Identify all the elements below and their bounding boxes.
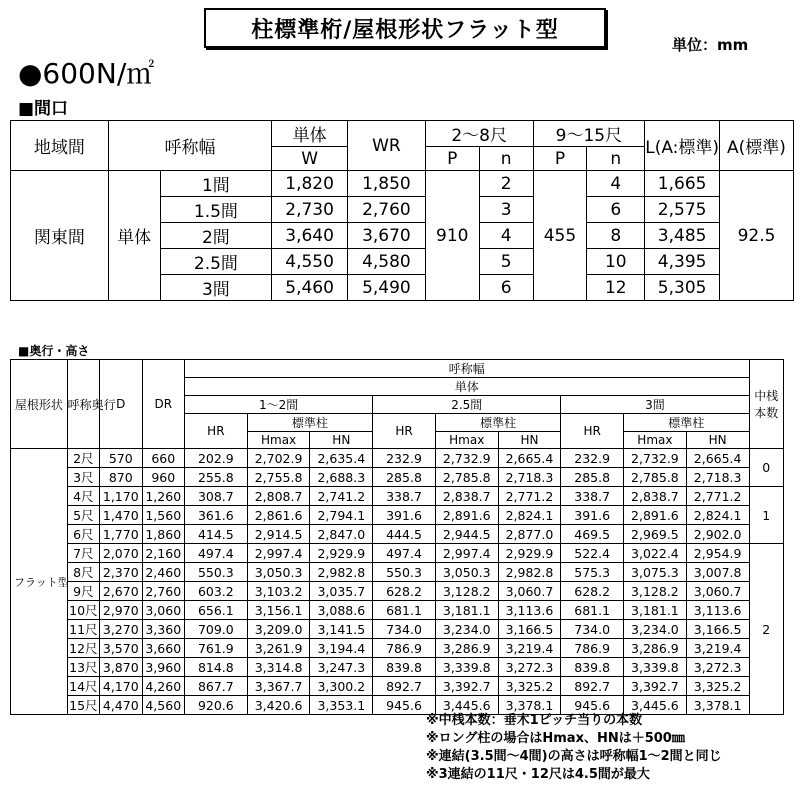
table-row bbox=[11, 449, 784, 468]
value-cell: 734.0 bbox=[561, 620, 624, 639]
value-cell: 3,088.6 bbox=[310, 601, 373, 620]
value-cell: 628.2 bbox=[373, 582, 436, 601]
header-roof-shape: 屋根形状 bbox=[11, 360, 68, 449]
table-row bbox=[11, 544, 784, 563]
depth-name-cell: 12尺 bbox=[67, 639, 99, 658]
value-cell: 497.4 bbox=[185, 544, 248, 563]
value-cell: 2,718.3 bbox=[686, 468, 749, 487]
value-cell: 3,445.6 bbox=[624, 696, 687, 715]
value-cell: 2,760 bbox=[142, 582, 184, 601]
value-cell: 469.5 bbox=[561, 525, 624, 544]
depth-name-cell: 8尺 bbox=[67, 563, 99, 582]
value-cell: 3,445.6 bbox=[435, 696, 498, 715]
value-cell: 3,960 bbox=[142, 658, 184, 677]
n2-value: 12 bbox=[587, 275, 645, 301]
header-single: 単体 bbox=[272, 121, 348, 147]
value-cell: 2,771.2 bbox=[498, 487, 561, 506]
value-cell: 2,847.0 bbox=[310, 525, 373, 544]
value-cell: 3,022.4 bbox=[624, 544, 687, 563]
value-cell: 920.6 bbox=[185, 696, 248, 715]
value-cell: 1,770 bbox=[100, 525, 142, 544]
value-cell: 2,370 bbox=[100, 563, 142, 582]
value-cell: 3,050.3 bbox=[435, 563, 498, 582]
header-group-1-2: 1〜2間 bbox=[185, 396, 373, 414]
value-cell: 2,969.5 bbox=[624, 525, 687, 544]
header-nominal-width: 呼称幅 bbox=[185, 360, 750, 378]
value-cell: 3,247.3 bbox=[310, 658, 373, 677]
value-cell: 2,808.7 bbox=[247, 487, 310, 506]
value-cell: 2,741.2 bbox=[310, 487, 373, 506]
value-cell: 2,838.7 bbox=[624, 487, 687, 506]
note: ※連結(3.5間〜4間)の高さは呼称幅1〜2間と同じ bbox=[426, 749, 722, 764]
value-cell: 3,128.2 bbox=[624, 582, 687, 601]
value-cell: 308.7 bbox=[185, 487, 248, 506]
header-p2: P bbox=[533, 147, 587, 171]
value-cell: 2,914.5 bbox=[247, 525, 310, 544]
value-cell: 2,460 bbox=[142, 563, 184, 582]
value-cell: 709.0 bbox=[185, 620, 248, 639]
value-cell: 628.2 bbox=[561, 582, 624, 601]
frontage-table bbox=[10, 120, 794, 301]
value-cell: 2,997.4 bbox=[435, 544, 498, 563]
table-row bbox=[11, 506, 784, 525]
value-cell: 3,128.2 bbox=[435, 582, 498, 601]
value-cell: 3,234.0 bbox=[435, 620, 498, 639]
header-hr: HR bbox=[373, 414, 436, 449]
value-cell: 3,353.1 bbox=[310, 696, 373, 715]
table-row bbox=[11, 563, 784, 582]
value-cell: 4,470 bbox=[100, 696, 142, 715]
value-cell: 603.2 bbox=[185, 582, 248, 601]
value-cell: 945.6 bbox=[373, 696, 436, 715]
l-value: 2,575 bbox=[645, 197, 720, 223]
middle-count-value: 0 bbox=[749, 449, 784, 487]
value-cell: 2,732.9 bbox=[624, 449, 687, 468]
value-cell: 522.4 bbox=[561, 544, 624, 563]
header-nominal-width: 呼称幅 bbox=[108, 121, 271, 171]
roof-shape-value: フラット型 bbox=[11, 449, 68, 715]
value-cell: 3,113.6 bbox=[686, 601, 749, 620]
value-cell: 2,877.0 bbox=[498, 525, 561, 544]
value-cell: 255.8 bbox=[185, 468, 248, 487]
depth-name-cell: 7尺 bbox=[67, 544, 99, 563]
value-cell: 3,660 bbox=[142, 639, 184, 658]
value-cell: 391.6 bbox=[561, 506, 624, 525]
n1-value: 5 bbox=[479, 249, 533, 275]
page-title: 柱標準桁/屋根形状フラット型 bbox=[204, 8, 606, 48]
header-hn: HN bbox=[310, 432, 373, 449]
header-std-pillar: 標準柱 bbox=[624, 414, 749, 432]
value-cell: 2,954.9 bbox=[686, 544, 749, 563]
middle-count-value: 1 bbox=[749, 487, 784, 544]
value-cell: 2,785.8 bbox=[435, 468, 498, 487]
value-cell: 2,929.9 bbox=[498, 544, 561, 563]
p2-value: 455 bbox=[533, 171, 587, 301]
value-cell: 660 bbox=[142, 449, 184, 468]
value-cell: 3,339.8 bbox=[435, 658, 498, 677]
a-value: 92.5 bbox=[720, 171, 794, 301]
header-hn: HN bbox=[686, 432, 749, 449]
l-value: 3,485 bbox=[645, 223, 720, 249]
value-cell: 414.5 bbox=[185, 525, 248, 544]
value-cell: 786.9 bbox=[373, 639, 436, 658]
value-cell: 285.8 bbox=[373, 468, 436, 487]
width-name: 3間 bbox=[160, 275, 272, 301]
value-cell: 3,166.5 bbox=[498, 620, 561, 639]
header-hmax: Hmax bbox=[435, 432, 498, 449]
table-row bbox=[11, 601, 784, 620]
value-cell: 232.9 bbox=[373, 449, 436, 468]
value-cell: 3,272.3 bbox=[498, 658, 561, 677]
value-cell: 3,325.2 bbox=[686, 677, 749, 696]
value-cell: 2,665.4 bbox=[498, 449, 561, 468]
value-cell: 3,156.1 bbox=[247, 601, 310, 620]
header-hmax: Hmax bbox=[247, 432, 310, 449]
section-depth-height-label: ■奥行・高さ bbox=[18, 344, 90, 358]
l-value: 5,305 bbox=[645, 275, 720, 301]
header-hr: HR bbox=[561, 414, 624, 449]
value-cell: 550.3 bbox=[373, 563, 436, 582]
region-value: 関東間 bbox=[11, 171, 109, 301]
table-row bbox=[11, 658, 784, 677]
value-cell: 786.9 bbox=[561, 639, 624, 658]
value-cell: 1,560 bbox=[142, 506, 184, 525]
value-cell: 3,194.4 bbox=[310, 639, 373, 658]
value-cell: 1,860 bbox=[142, 525, 184, 544]
value-cell: 2,732.9 bbox=[435, 449, 498, 468]
depth-name-cell: 6尺 bbox=[67, 525, 99, 544]
n1-value: 3 bbox=[479, 197, 533, 223]
value-cell: 2,771.2 bbox=[686, 487, 749, 506]
width-wr: 3,670 bbox=[348, 223, 426, 249]
n1-value: 4 bbox=[479, 223, 533, 249]
value-cell: 232.9 bbox=[561, 449, 624, 468]
value-cell: 3,166.5 bbox=[686, 620, 749, 639]
width-name: 1.5間 bbox=[160, 197, 272, 223]
depth-height-table bbox=[10, 359, 784, 715]
value-cell: 3,050.3 bbox=[247, 563, 310, 582]
depth-name-cell: 11尺 bbox=[67, 620, 99, 639]
value-cell: 3,141.5 bbox=[310, 620, 373, 639]
value-cell: 3,270 bbox=[100, 620, 142, 639]
value-cell: 2,702.9 bbox=[247, 449, 310, 468]
table-row bbox=[11, 677, 784, 696]
value-cell: 839.8 bbox=[561, 658, 624, 677]
value-cell: 3,392.7 bbox=[435, 677, 498, 696]
n2-value: 10 bbox=[587, 249, 645, 275]
header-wr: WR bbox=[348, 121, 426, 171]
header-hr: HR bbox=[185, 414, 248, 449]
note: ※中桟本数：垂木1ピッチ当りの本数 bbox=[426, 713, 643, 728]
value-cell: 3,234.0 bbox=[624, 620, 687, 639]
value-cell: 3,181.1 bbox=[624, 601, 687, 620]
notes bbox=[426, 712, 722, 784]
value-cell: 3,219.4 bbox=[498, 639, 561, 658]
header-w: W bbox=[272, 147, 348, 171]
n2-value: 8 bbox=[587, 223, 645, 249]
value-cell: 2,688.3 bbox=[310, 468, 373, 487]
value-cell: 2,665.4 bbox=[686, 449, 749, 468]
width-name: 2間 bbox=[160, 223, 272, 249]
header-group-3: 3間 bbox=[561, 396, 749, 414]
value-cell: 3,300.2 bbox=[310, 677, 373, 696]
header-n1: n bbox=[479, 147, 533, 171]
value-cell: 3,286.9 bbox=[624, 639, 687, 658]
value-cell: 3,339.8 bbox=[624, 658, 687, 677]
value-cell: 681.1 bbox=[373, 601, 436, 620]
value-cell: 3,570 bbox=[100, 639, 142, 658]
value-cell: 2,944.5 bbox=[435, 525, 498, 544]
value-cell: 285.8 bbox=[561, 468, 624, 487]
value-cell: 2,838.7 bbox=[435, 487, 498, 506]
note: ※3連結の11尺・12尺は4.5間が最大 bbox=[426, 767, 650, 782]
value-cell: 2,785.8 bbox=[624, 468, 687, 487]
value-cell: 3,181.1 bbox=[435, 601, 498, 620]
value-cell: 3,286.9 bbox=[435, 639, 498, 658]
value-cell: 867.7 bbox=[185, 677, 248, 696]
value-cell: 2,982.8 bbox=[310, 563, 373, 582]
value-cell: 3,367.7 bbox=[247, 677, 310, 696]
value-cell: 3,420.6 bbox=[247, 696, 310, 715]
header-region: 地域間 bbox=[11, 121, 109, 171]
depth-name-cell: 4尺 bbox=[67, 487, 99, 506]
middle-count-value: 2 bbox=[749, 544, 784, 715]
table-row bbox=[11, 639, 784, 658]
width-wr: 4,580 bbox=[348, 249, 426, 275]
n1-value: 2 bbox=[479, 171, 533, 197]
width-name: 2.5間 bbox=[160, 249, 272, 275]
table-row bbox=[11, 468, 784, 487]
value-cell: 2,891.6 bbox=[624, 506, 687, 525]
value-cell: 3,007.8 bbox=[686, 563, 749, 582]
value-cell: 444.5 bbox=[373, 525, 436, 544]
value-cell: 960 bbox=[142, 468, 184, 487]
value-cell: 4,260 bbox=[142, 677, 184, 696]
depth-name-cell: 14尺 bbox=[67, 677, 99, 696]
value-cell: 575.3 bbox=[561, 563, 624, 582]
value-cell: 2,160 bbox=[142, 544, 184, 563]
value-cell: 1,260 bbox=[142, 487, 184, 506]
value-cell: 892.7 bbox=[561, 677, 624, 696]
value-cell: 3,314.8 bbox=[247, 658, 310, 677]
value-cell: 839.8 bbox=[373, 658, 436, 677]
value-cell: 3,060.7 bbox=[498, 582, 561, 601]
value-cell: 2,997.4 bbox=[247, 544, 310, 563]
value-cell: 3,378.1 bbox=[498, 696, 561, 715]
header-single: 単体 bbox=[185, 378, 750, 396]
value-cell: 2,070 bbox=[100, 544, 142, 563]
value-cell: 2,635.4 bbox=[310, 449, 373, 468]
value-cell: 3,035.7 bbox=[310, 582, 373, 601]
value-cell: 3,378.1 bbox=[686, 696, 749, 715]
value-cell: 3,060.7 bbox=[686, 582, 749, 601]
value-cell: 2,670 bbox=[100, 582, 142, 601]
width-w: 4,550 bbox=[272, 249, 348, 275]
value-cell: 814.8 bbox=[185, 658, 248, 677]
value-cell: 550.3 bbox=[185, 563, 248, 582]
depth-name-cell: 5尺 bbox=[67, 506, 99, 525]
width-w: 3,640 bbox=[272, 223, 348, 249]
value-cell: 3,261.9 bbox=[247, 639, 310, 658]
value-cell: 761.9 bbox=[185, 639, 248, 658]
header-range-2-8: 2〜8尺 bbox=[425, 121, 533, 147]
value-cell: 1,170 bbox=[100, 487, 142, 506]
width-w: 5,460 bbox=[272, 275, 348, 301]
value-cell: 202.9 bbox=[185, 449, 248, 468]
width-name: 1間 bbox=[160, 171, 272, 197]
header-hn: HN bbox=[498, 432, 561, 449]
unit-label: 単位：mm bbox=[672, 36, 749, 54]
n1-value: 6 bbox=[479, 275, 533, 301]
value-cell: 656.1 bbox=[185, 601, 248, 620]
header-std-pillar: 標準柱 bbox=[435, 414, 560, 432]
n2-value: 6 bbox=[587, 197, 645, 223]
value-cell: 4,170 bbox=[100, 677, 142, 696]
value-cell: 3,392.7 bbox=[624, 677, 687, 696]
header-nominal-depth: 呼称奥行 bbox=[67, 360, 99, 449]
value-cell: 2,794.1 bbox=[310, 506, 373, 525]
value-cell: 570 bbox=[100, 449, 142, 468]
l-value: 1,665 bbox=[645, 171, 720, 197]
value-cell: 361.6 bbox=[185, 506, 248, 525]
width-wr: 1,850 bbox=[348, 171, 426, 197]
depth-name-cell: 13尺 bbox=[67, 658, 99, 677]
header-l: L(A:標準) bbox=[645, 121, 720, 171]
value-cell: 3,870 bbox=[100, 658, 142, 677]
header-dr: DR bbox=[142, 360, 184, 449]
l-value: 4,395 bbox=[645, 249, 720, 275]
value-cell: 2,861.6 bbox=[247, 506, 310, 525]
value-cell: 2,718.3 bbox=[498, 468, 561, 487]
table-row bbox=[11, 525, 784, 544]
value-cell: 3,113.6 bbox=[498, 601, 561, 620]
width-wr: 5,490 bbox=[348, 275, 426, 301]
header-a: A(標準) bbox=[720, 121, 794, 171]
value-cell: 2,929.9 bbox=[310, 544, 373, 563]
value-cell: 338.7 bbox=[561, 487, 624, 506]
note: ※ロング柱の場合はHmax、HNは＋500㎜ bbox=[426, 731, 685, 746]
header-std-pillar: 標準柱 bbox=[247, 414, 372, 432]
value-cell: 2,891.6 bbox=[435, 506, 498, 525]
value-cell: 870 bbox=[100, 468, 142, 487]
header-middle: 中桟本数 bbox=[749, 360, 784, 449]
value-cell: 945.6 bbox=[561, 696, 624, 715]
single-value: 単体 bbox=[108, 171, 160, 301]
width-w: 1,820 bbox=[272, 171, 348, 197]
value-cell: 3,219.4 bbox=[686, 639, 749, 658]
value-cell: 3,075.3 bbox=[624, 563, 687, 582]
table-row bbox=[11, 582, 784, 601]
width-w: 2,730 bbox=[272, 197, 348, 223]
value-cell: 3,209.0 bbox=[247, 620, 310, 639]
depth-name-cell: 10尺 bbox=[67, 601, 99, 620]
value-cell: 2,982.8 bbox=[498, 563, 561, 582]
p1-value: 910 bbox=[425, 171, 479, 301]
value-cell: 2,970 bbox=[100, 601, 142, 620]
value-cell: 338.7 bbox=[373, 487, 436, 506]
value-cell: 3,325.2 bbox=[498, 677, 561, 696]
header-range-9-15: 9〜15尺 bbox=[533, 121, 645, 147]
header-n2: n bbox=[587, 147, 645, 171]
value-cell: 734.0 bbox=[373, 620, 436, 639]
section-frontage-label: ■間口 bbox=[18, 99, 69, 119]
value-cell: 3,103.2 bbox=[247, 582, 310, 601]
value-cell: 2,755.8 bbox=[247, 468, 310, 487]
value-cell: 1,470 bbox=[100, 506, 142, 525]
depth-name-cell: 2尺 bbox=[67, 449, 99, 468]
value-cell: 3,360 bbox=[142, 620, 184, 639]
value-cell: 681.1 bbox=[561, 601, 624, 620]
value-cell: 497.4 bbox=[373, 544, 436, 563]
table-row bbox=[11, 620, 784, 639]
header-p1: P bbox=[425, 147, 479, 171]
depth-name-cell: 9尺 bbox=[67, 582, 99, 601]
header-group-2-5: 2.5間 bbox=[373, 396, 561, 414]
value-cell: 4,560 bbox=[142, 696, 184, 715]
width-wr: 2,760 bbox=[348, 197, 426, 223]
header-hmax: Hmax bbox=[624, 432, 687, 449]
load-rating: ●600N/㎡ bbox=[18, 57, 155, 90]
depth-name-cell: 15尺 bbox=[67, 696, 99, 715]
value-cell: 3,060 bbox=[142, 601, 184, 620]
value-cell: 3,272.3 bbox=[686, 658, 749, 677]
value-cell: 391.6 bbox=[373, 506, 436, 525]
table-row bbox=[11, 487, 784, 506]
depth-name-cell: 3尺 bbox=[67, 468, 99, 487]
value-cell: 2,824.1 bbox=[686, 506, 749, 525]
value-cell: 2,902.0 bbox=[686, 525, 749, 544]
header-d: D bbox=[100, 360, 142, 449]
n2-value: 4 bbox=[587, 171, 645, 197]
value-cell: 892.7 bbox=[373, 677, 436, 696]
value-cell: 2,824.1 bbox=[498, 506, 561, 525]
